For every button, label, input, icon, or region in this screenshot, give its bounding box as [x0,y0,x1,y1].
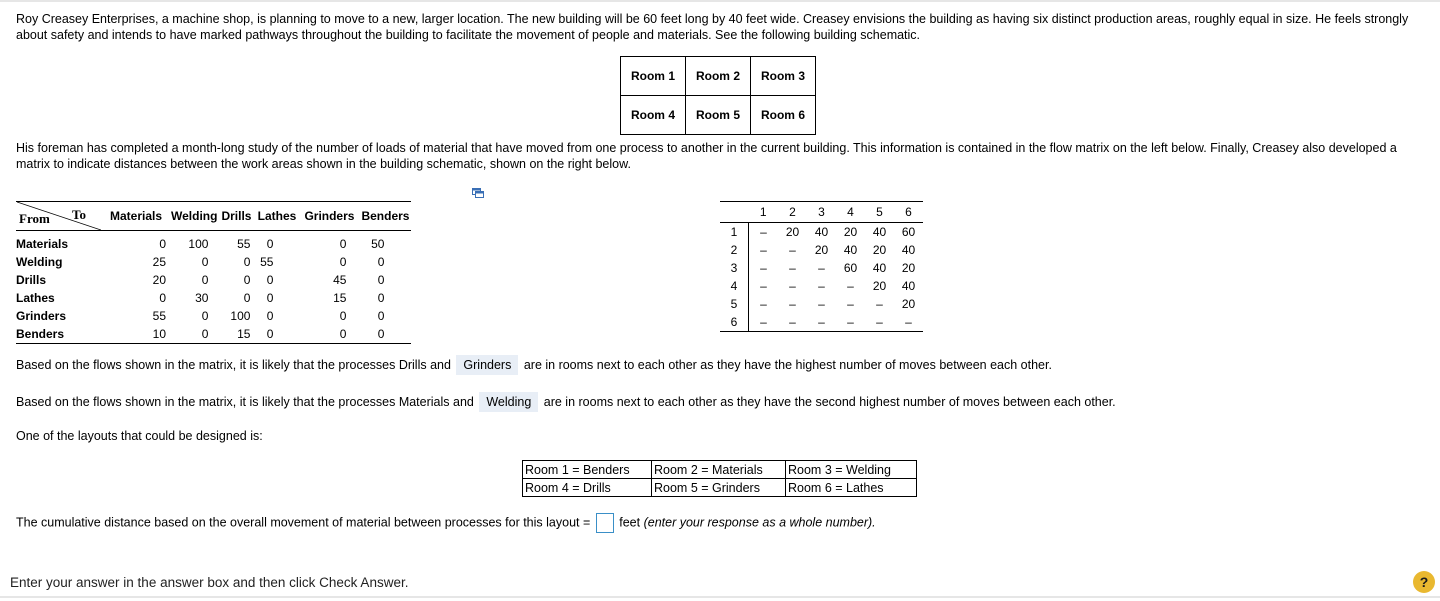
flow-col-header: Benders [359,202,411,231]
distance-cell: 20 [785,225,800,239]
flow-cell: 0 [201,255,209,269]
distance-cell: – [760,279,767,293]
table-row [16,253,411,271]
distance-cell: 40 [872,225,887,239]
flow-row-header: Materials [16,237,69,251]
distance-cell: – [789,243,796,257]
distance-col-header: 3 [807,202,836,223]
flow-matrix [16,201,411,344]
distance-cell: 20 [901,261,916,275]
flow-cell: 0 [201,309,209,323]
distance-cell: – [865,313,894,332]
distance-col-header: 6 [894,202,923,223]
distance-cell: – [847,279,854,293]
study-paragraph: His foreman has completed a month-long study of the number of loads of material that have moved from one process to another in the current building. This information is contained in the flow matrix on the left below. Finally, Creasey also developed a matrix to indicate distances between the work areas shown in the building schematic, shown on the right below. [16,141,1397,171]
distance-col-header: 1 [749,202,779,223]
flow-cell: 0 [377,255,385,269]
help-button[interactable]: ? [1413,571,1435,593]
distance-row-header: 5 [720,295,749,313]
building-schematic [620,56,816,135]
flow-cell: 55 [237,237,251,251]
flow-cell: 0 [377,291,385,305]
table-row [16,231,411,254]
flow-cell: 50 [371,237,385,251]
table-row [720,295,923,313]
question-1-text: Based on the flows shown in the matrix, it is likely that the processes Drills and [16,358,451,372]
table-row [720,313,923,332]
flow-cell: 0 [377,309,385,323]
flow-cell: 55 [152,309,166,323]
flow-cell: 0 [339,237,347,251]
table-row [720,277,923,295]
intro-paragraph: Roy Creasey Enterprises, a machine shop, is planning to move to a new, larger location. The new building will be 60 feet long by 40 feet wide. Creasey envisions the building as having six distinct production areas, roughly equal in size. He feels strongly about safety and intends to have marked pathways throughout the building to facilitate the movement of people and materials. See the following building schematic. [16,12,1409,42]
table-row [720,259,923,277]
flow-cell: 30 [195,291,209,305]
distance-row-header: 6 [720,313,749,332]
flow-col-header: Grinders [299,202,359,231]
flow-col-header: Materials [102,202,170,231]
flow-corner-header [16,202,102,231]
flow-cell: 15 [333,291,347,305]
layout-table [522,460,917,497]
distance-cell: 40 [843,243,858,257]
flow-cell: 0 [339,309,347,323]
distance-cell: 40 [872,261,887,275]
distance-cell: 20 [901,297,916,311]
distance-cell: 20 [814,243,829,257]
flow-cell: 100 [230,309,251,323]
table-row [16,289,411,307]
distance-cell: – [847,297,854,311]
table-row [720,241,923,259]
distance-cell: – [876,297,883,311]
flow-row-header: Lathes [16,291,55,305]
flow-cell: 100 [188,237,209,251]
table-row [16,325,411,344]
flow-cell: 0 [266,273,274,287]
question-1 [16,355,1421,375]
flow-cell: 0 [159,237,166,251]
question-2 [16,392,1421,412]
flow-cell: 25 [152,255,166,269]
bottom-divider [0,596,1440,598]
question-3 [16,513,1421,533]
flow-row-header: Welding [16,255,63,269]
distance-cell: 60 [901,225,916,239]
distance-row-header: 3 [720,259,749,277]
table-row [16,271,411,289]
distance-cell: – [818,261,825,275]
flow-cell: 0 [266,291,274,305]
distance-cell: – [807,313,836,332]
question-1-text-after: are in rooms next to each other as they have the highest number of moves between each other. [523,358,1052,372]
layout-cell: Room 4 = Drills [523,479,652,497]
flow-cell: 0 [266,309,274,323]
distance-col-header: 5 [865,202,894,223]
distance-cell: – [749,313,779,332]
question-2-text-after: are in rooms next to each other as they have the second highest number of moves between each other. [543,395,1116,409]
flow-cell: 55 [260,255,274,269]
distance-cell: – [818,279,825,293]
distance-corner-header [720,202,749,223]
distance-cell: 40 [901,243,916,257]
distance-cell: 20 [872,243,887,257]
distance-row-header: 2 [720,241,749,259]
flow-col-header: Lathes [254,202,299,231]
distance-cell: – [760,243,767,257]
question-3-text: The cumulative distance based on the overall movement of material between processes for this layout = [16,515,591,530]
layout-cell: Room 1 = Benders [523,461,652,479]
flow-cell: 20 [152,273,166,287]
flow-col-header: Drills [218,202,254,231]
flow-cell: 0 [243,255,251,269]
flow-col-header: Welding [170,202,218,231]
flow-row-header: Drills [16,273,47,287]
distance-col-header: 4 [836,202,865,223]
flow-row-header: Grinders [16,309,67,323]
popup-window-icon[interactable] [472,188,484,198]
flow-cell: 0 [254,325,299,344]
distance-cell: – [789,261,796,275]
distance-matrix [720,201,923,332]
question-1-answer[interactable]: Grinders [456,355,518,375]
schematic-room-3: Room 3 [751,57,816,96]
flow-cell: 0 [243,291,251,305]
distance-cell: – [836,313,865,332]
distance-cell: 40 [901,279,916,293]
question-2-answer[interactable]: Welding [479,392,538,412]
schematic-room-6: Room 6 [751,96,816,135]
layout-cell: Room 6 = Lathes [786,479,917,497]
flow-cell: 10 [102,325,170,344]
distance-cell: – [760,297,767,311]
distance-row-header: 1 [720,223,749,242]
distance-cell: – [760,225,767,239]
schematic-room-4: Room 4 [621,96,686,135]
flow-cell: 0 [243,273,251,287]
from-label: From [19,211,50,226]
flow-cell: 0 [201,273,209,287]
distance-cell: – [778,313,807,332]
flow-cell: 0 [377,273,385,287]
distance-cell: – [818,297,825,311]
table-row [720,223,923,242]
table-row [16,307,411,325]
distance-cell: 20 [872,279,887,293]
layout-cell: Room 3 = Welding [786,461,917,479]
distance-cell: 60 [843,261,858,275]
question-3-unit: feet [619,515,641,530]
layout-cell: Room 2 = Materials [652,461,786,479]
flow-cell: 0 [299,325,359,344]
top-divider [0,0,1440,2]
flow-cell: 15 [218,325,254,344]
flow-row-header: Benders [16,325,102,344]
schematic-room-1: Room 1 [621,57,686,96]
distance-cell: – [894,313,923,332]
flow-cell: 0 [159,291,166,305]
schematic-room-2: Room 2 [686,57,751,96]
to-label: To [72,207,86,222]
flow-cell: 45 [333,273,347,287]
distance-row-header: 4 [720,277,749,295]
question-3-hint: (enter your response as a whole number). [643,515,876,530]
distance-cell: – [789,297,796,311]
flow-cell: 0 [359,325,411,344]
flow-cell: 0 [170,325,218,344]
distance-col-header: 2 [778,202,807,223]
distance-cell: – [789,279,796,293]
layout-intro: One of the layouts that could be designed is: [16,429,263,443]
footer-instruction: Enter your answer in the answer box and then click Check Answer. [10,575,409,590]
schematic-room-5: Room 5 [686,96,751,135]
flow-cell: 0 [339,255,347,269]
distance-cell: 20 [843,225,858,239]
cumulative-distance-input[interactable] [596,513,614,533]
distance-cell: 40 [814,225,829,239]
flow-cell: 0 [266,237,274,251]
layout-cell: Room 5 = Grinders [652,479,786,497]
question-2-text: Based on the flows shown in the matrix, it is likely that the processes Materials and [16,395,474,409]
distance-cell: – [760,261,767,275]
